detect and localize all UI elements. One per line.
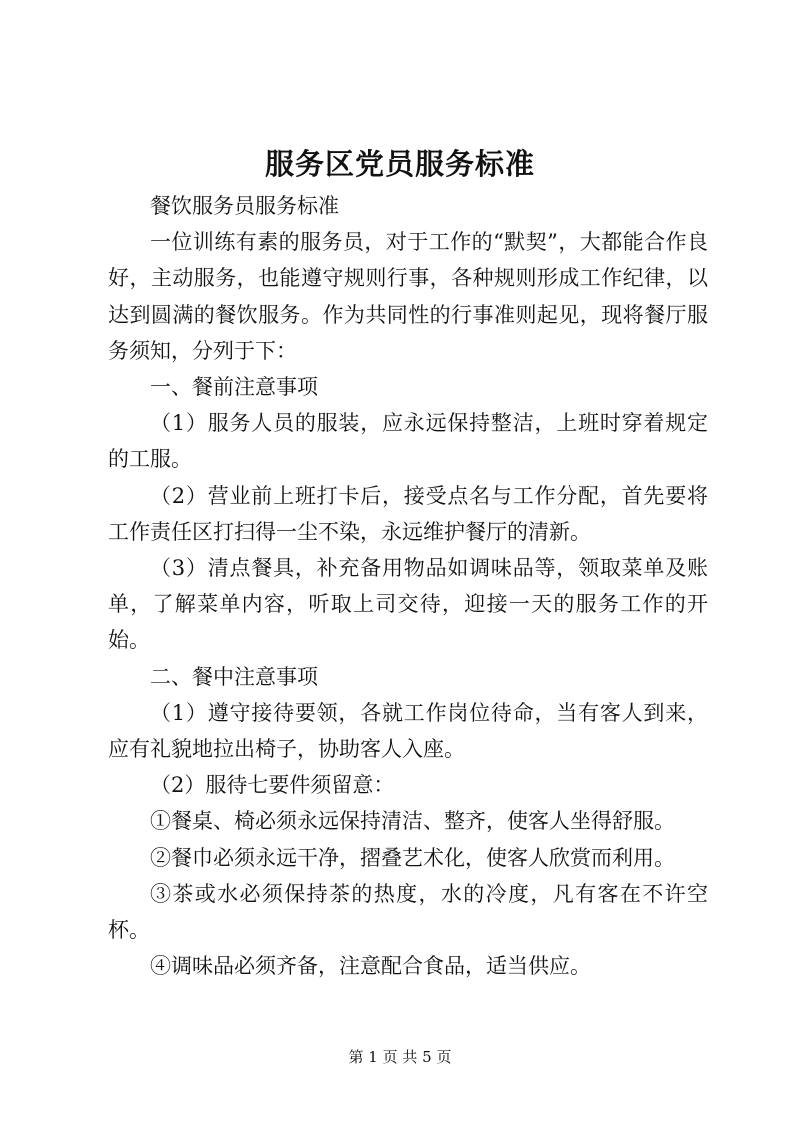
paragraph: （1）遵守接待要领，各就工作岗位待命，当有客人到来，应有礼貌地拉出椅子，协助客人入座。 [108, 700, 708, 762]
paragraph: （2）营业前上班打卡后，接受点名与工作分配，首先要将工作责任区打扫得一尘不染，永远维护餐厅的清新。 [108, 483, 708, 544]
list-item: ④调味品必须齐备，注意配合食品，适当供应。 [150, 954, 591, 979]
list-item: ②餐巾必须永远干净，摺叠艺术化，使客人欣赏而利用。 [150, 845, 675, 870]
paragraph: 一位训练有素的服务员，对于工作的“默契”，大都能合作良好，主动服务，也能遵守规则行事，各种规则形成工作纪律，以达到圆满的餐饮服务。作为共同性的行事准则起见，现将餐厅服务须知，分列于下： [108, 230, 708, 363]
section-heading: 二、餐中注意事项 [150, 664, 318, 689]
paragraph: （2）服待七要件须留意： [150, 773, 395, 798]
document-title: 服务区党员服务标准 [264, 147, 535, 181]
list-item: ①餐桌、椅必须永远保持清洁、整齐，使客人坐得舒服。 [150, 809, 675, 834]
page-footer: 第 1 页 共 5 页 [348, 1048, 452, 1066]
paragraph: （3）清点餐具，补充备用物品如调味品等，领取菜单及账单，了解菜单内容，听取上司交待，迎接一天的服务工作的开始。 [108, 556, 708, 653]
section-heading: 一、餐前注意事项 [150, 375, 318, 400]
list-item: ③茶或水必须保持茶的热度，水的冷度，凡有客在不许空杯。 [108, 881, 708, 943]
section-heading: 餐饮服务员服务标准 [150, 194, 339, 218]
paragraph: （1）服务人员的服装，应永远保持整洁，上班时穿着规定的工服。 [108, 411, 708, 472]
document-body [108, 188, 708, 984]
